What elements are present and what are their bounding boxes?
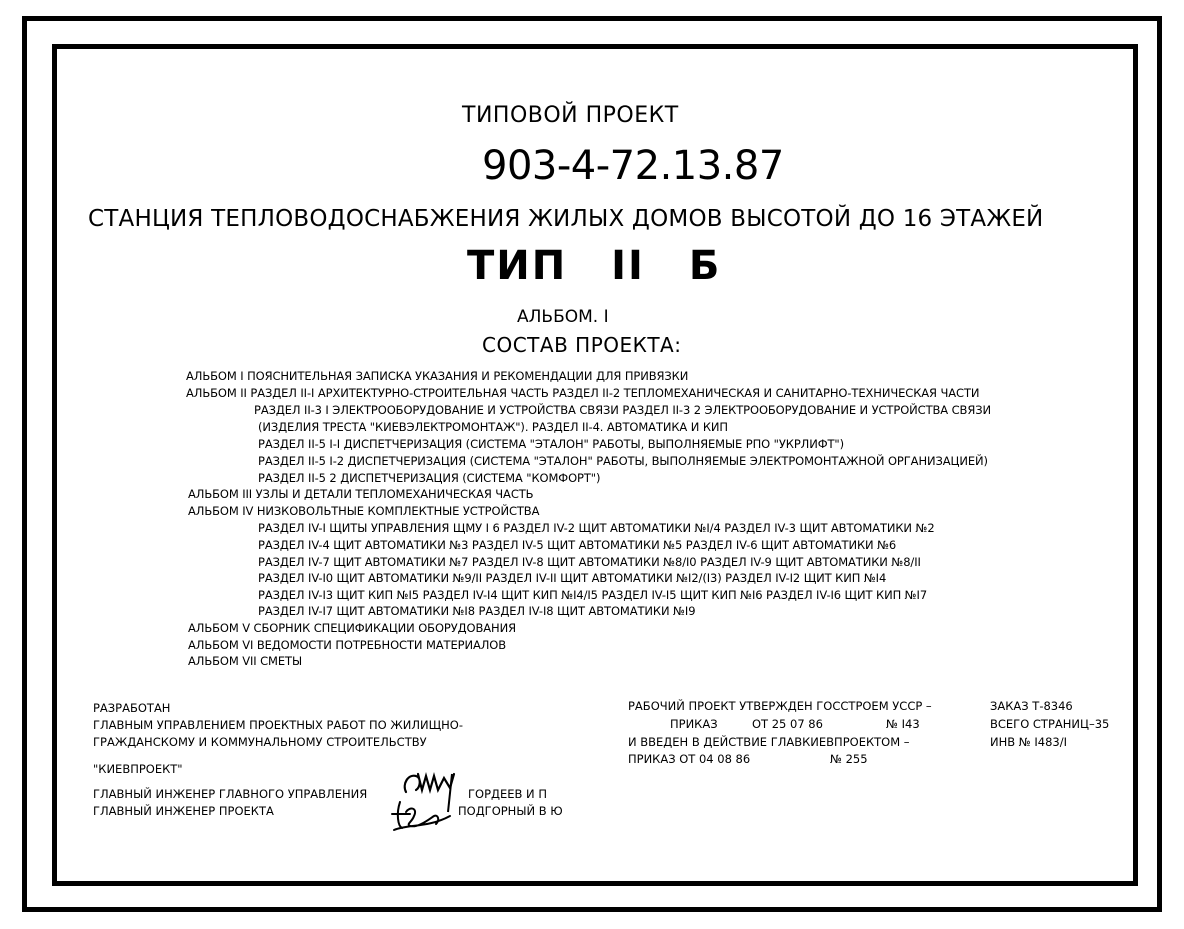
order2: ПРИКАЗ ОТ 04 08 86 [628,752,751,766]
composition-line: РАЗДЕЛ II-5 2 ДИСПЕТЧЕРИЗАЦИЯ (СИСТЕМА "КОМФОРТ") [258,471,601,485]
composition-line: АЛЬБОМ III УЗЛЫ И ДЕТАЛИ ТЕПЛОМЕХАНИЧЕСКАЯ ЧАСТЬ [188,487,534,501]
developed-label: РАЗРАБОТАН [93,701,171,715]
approval-line2: И ВВЕДЕН В ДЕЙСТВИЕ ГЛАВКИЕВПРОЕКТОМ – [628,735,910,749]
composition-line: (ИЗДЕЛИЯ ТРЕСТА "КИЕВЭЛЕКТРОМОНТАЖ"). РАЗДЕЛ II-4. АВТОМАТИКА И КИП [258,420,728,434]
order2-number: № 255 [830,752,868,766]
composition-line: РАЗДЕЛ II-5 I-I ДИСПЕТЧЕРИЗАЦИЯ (СИСТЕМА "ЭТАЛОН" РАБОТЫ, ВЫПОЛНЯЕМЫЕ РПО "УКРЛИФТ") [258,437,845,451]
composition-line: АЛЬБОМ IV НИЗКОВОЛЬТНЫЕ КОМПЛЕКТНЫЕ УСТРОЙСТВА [188,504,540,518]
composition-title: СОСТАВ ПРОЕКТА: [482,333,682,357]
chief-engineer-title: ГЛАВНЫЙ ИНЖЕНЕР ГЛАВНОГО УПРАВЛЕНИЯ [93,787,368,801]
composition-line: РАЗДЕЛ IV-7 ЩИТ АВТОМАТИКИ №7 РАЗДЕЛ IV-8 ЩИТ АВТОМАТИКИ №8/I0 РАЗДЕЛ IV-9 ЩИТ АВТОМАТИКИ №8/II [258,555,921,569]
composition-line: АЛЬБОМ VI ВЕДОМОСТИ ПОТРЕБНОСТИ МАТЕРИАЛОВ [188,638,507,652]
album-number: АЛЬБОМ. I [517,307,609,327]
composition-line: АЛЬБОМ V СБОРНИК СПЕЦИФИКАЦИИ ОБОРУДОВАНИЯ [188,621,516,635]
institute-name: "КИЕВПРОЕКТ" [93,762,183,776]
composition-line: РАЗДЕЛ II-3 I ЭЛЕКТРООБОРУДОВАНИЕ И УСТРОЙСТВА СВЯЗИ РАЗДЕЛ II-3 2 ЭЛЕКТРООБОРУДОВАНИЕ И УСТРОЙСТВА СВЯЗИ [254,403,992,417]
total-pages: ВСЕГО СТРАНИЦ–35 [990,717,1110,731]
order1-number: № I43 [886,717,920,731]
composition-line: АЛЬБОМ I ПОЯСНИТЕЛЬНАЯ ЗАПИСКА УКАЗАНИЯ И РЕКОМЕНДАЦИИ ДЛЯ ПРИВЯЗКИ [186,369,689,383]
project-kind: ТИПОВОЙ ПРОЕКТ [462,103,679,128]
order-code: ЗАКАЗ Т-8346 [990,699,1073,713]
chief-engineer-name: ГОРДЕЕВ И П [468,787,547,801]
developer-org-line1: ГЛАВНЫМ УПРАВЛЕНИЕМ ПРОЕКТНЫХ РАБОТ ПО ЖИЛИЩНО- [93,718,464,732]
order1-date: ОТ 25 07 86 [752,717,823,731]
signature-project-engineer [388,794,458,838]
developer-org-line2: ГРАЖДАНСКОМУ И КОММУНАЛЬНОМУ СТРОИТЕЛЬСТВУ [93,735,427,749]
composition-line: РАЗДЕЛ IV-I7 ЩИТ АВТОМАТИКИ №I8 РАЗДЕЛ IV-I8 ЩИТ АВТОМАТИКИ №I9 [258,604,696,618]
project-code: 903-4-72.13.87 [482,143,784,189]
order1-label: ПРИКАЗ [670,717,718,731]
composition-line: РАЗДЕЛ IV-I3 ЩИТ КИП №I5 РАЗДЕЛ IV-I4 ЩИТ КИП №I4/I5 РАЗДЕЛ IV-I5 ЩИТ КИП №I6 РАЗДЕЛ IV-I6 ЩИТ КИП №I7 [258,588,928,602]
project-engineer-title: ГЛАВНЫЙ ИНЖЕНЕР ПРОЕКТА [93,804,274,818]
project-engineer-name: ПОДГОРНЫЙ В Ю [458,804,563,818]
composition-line: РАЗДЕЛ IV-I ЩИТЫ УПРАВЛЕНИЯ ЩМУ I 6 РАЗДЕЛ IV-2 ЩИТ АВТОМАТИКИ №I/4 РАЗДЕЛ IV-3 ЩИТ АВТОМАТИКИ №2 [258,521,935,535]
project-title: СТАНЦИЯ ТЕПЛОВОДОСНАБЖЕНИЯ ЖИЛЫХ ДОМОВ ВЫСОТОЙ ДО 16 ЭТАЖЕЙ [88,206,1044,232]
composition-line: РАЗДЕЛ IV-4 ЩИТ АВТОМАТИКИ №3 РАЗДЕЛ IV-5 ЩИТ АВТОМАТИКИ №5 РАЗДЕЛ IV-6 ЩИТ АВТОМАТИКИ №6 [258,538,897,552]
approval-line1: РАБОЧИЙ ПРОЕКТ УТВЕРЖДЕН ГОССТРОЕМ УССР – [628,699,932,713]
composition-line: РАЗДЕЛ II-5 I-2 ДИСПЕТЧЕРИЗАЦИЯ (СИСТЕМА "ЭТАЛОН" РАБОТЫ, ВЫПОЛНЯЕМЫЕ ЭЛЕКТРОМОНТАЖНОЙ ОРГАНИЗАЦИЕЙ) [258,454,988,468]
inventory-number: ИНВ № I483/I [990,735,1068,749]
composition-line: АЛЬБОМ VII СМЕТЫ [188,654,303,668]
composition-line: АЛЬБОМ II РАЗДЕЛ II-I АРХИТЕКТУРНО-СТРОИТЕЛЬНАЯ ЧАСТЬ РАЗДЕЛ II-2 ТЕПЛОМЕХАНИЧЕСКАЯ И САНИТАРНО-ТЕХНИЧЕСКАЯ ЧАСТИ [186,386,980,400]
project-type: ТИП II Б [467,243,722,289]
composition-line: РАЗДЕЛ IV-I0 ЩИТ АВТОМАТИКИ №9/II РАЗДЕЛ IV-II ЩИТ АВТОМАТИКИ №I2/(I3) РАЗДЕЛ IV-I2 ЩИТ КИП №I4 [258,571,887,585]
